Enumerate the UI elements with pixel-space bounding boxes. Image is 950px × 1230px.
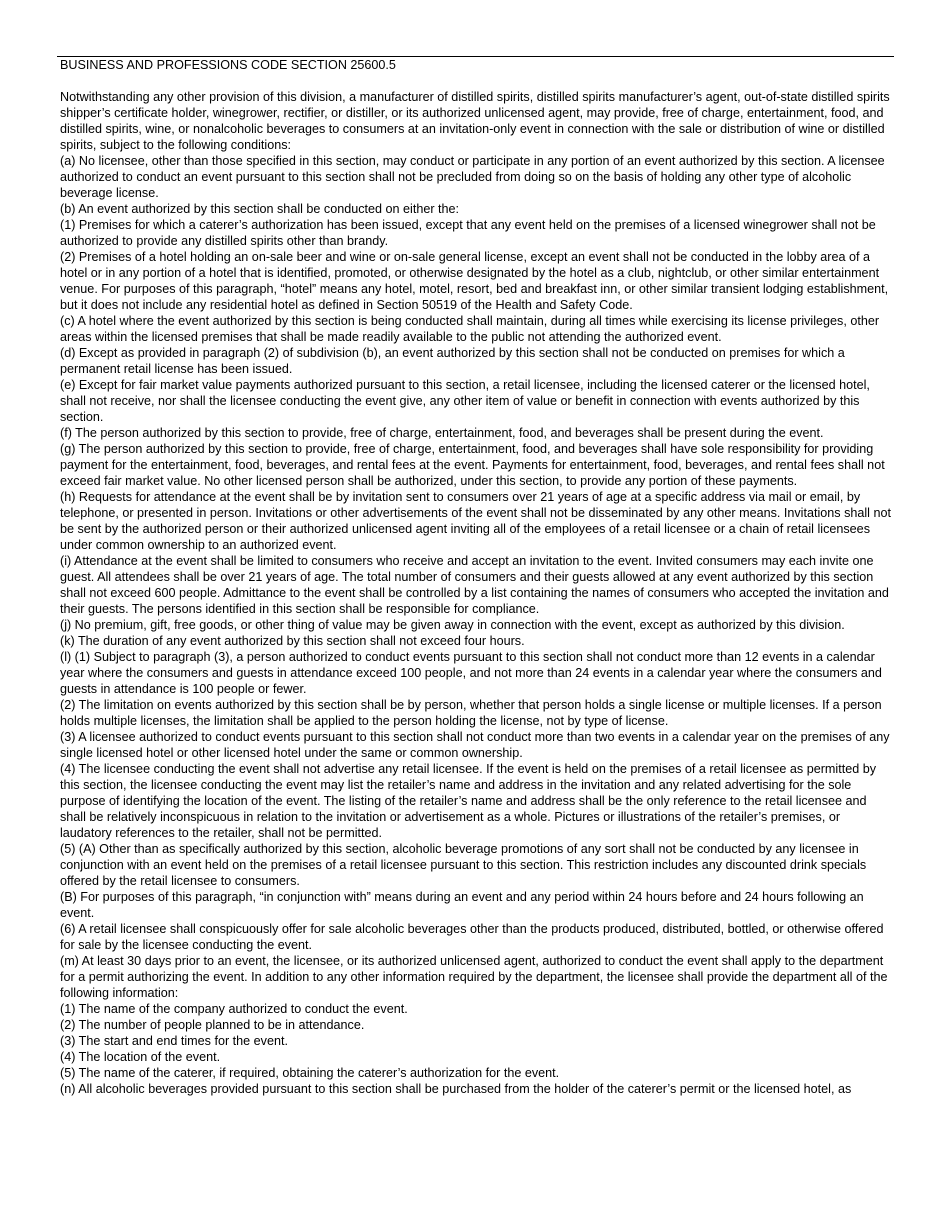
section-heading: BUSINESS AND PROFESSIONS CODE SECTION 25600.5 bbox=[60, 58, 396, 72]
section-paragraph: (2) The number of people planned to be in attendance. bbox=[60, 1018, 365, 1032]
section-paragraph: (k) The duration of any event authorized by this section shall not exceed four hours. bbox=[60, 634, 525, 648]
section-paragraph: (b) An event authorized by this section shall be conducted on either the: bbox=[60, 202, 460, 216]
section-paragraph: (4) The location of the event. bbox=[60, 1050, 221, 1064]
section-paragraph: (B) For purposes of this paragraph, “in conjunction with” means during an event and any period within 24 hours before and 24 hours following an event. bbox=[60, 890, 864, 920]
section-paragraph: (4) The licensee conducting the event shall not advertise any retail licensee. If the event is held on the premises of a retail licensee as permitted by this section, the licensee conducting the event may list the retailer’s name and address in the invitation and any related advertising for the sole purpose of identifying the location of the event. The listing of the retailer’s name and address shall be the only reference to the retail licensee and shall be relatively inconspicuous in relation to the invitation or advertisement as a whole. Pictures or illustrations of the retailer’s premises, or laudatory references to the retailer, shall not be permitted. bbox=[60, 762, 877, 840]
section-paragraph: (a) No licensee, other than those specified in this section, may conduct or participate in any portion of an event authorized by this section. A licensee authorized to conduct an event pursuant to this section shall not be precluded from doing so on the basis of holding any other type of alcoholic beverage license. bbox=[60, 154, 885, 200]
section-paragraph: (j) No premium, gift, free goods, or other thing of value may be given away in connection with the event, except as authorized by this division. bbox=[60, 618, 845, 632]
section-paragraph: (d) Except as provided in paragraph (2) of subdivision (b), an event authorized by this section shall not be conducted on premises for which a permanent retail license has been issued. bbox=[60, 346, 845, 376]
section-paragraph: (5) (A) Other than as specifically authorized by this section, alcoholic beverage promotions of any sort shall not be conducted by any licensee in conjunction with an event held on the premises of a retail licensee pursuant to this section. This restriction includes any discounted drink specials offered by the retail licensee to consumers. bbox=[60, 842, 867, 888]
section-paragraph: (2) The limitation on events authorized by this section shall be by person, whether that person holds a single license or multiple licenses. If a person holds multiple licenses, the limitation shall be applied to the person holding the license, not by type of license. bbox=[60, 698, 882, 728]
section-paragraph: (3) A licensee authorized to conduct events pursuant to this section shall not conduct more than two events in a calendar year on the premises of any single licensed hotel or other licensed hotel under the same or common ownership. bbox=[60, 730, 890, 760]
section-paragraph: (e) Except for fair market value payments authorized pursuant to this section, a retail licensee, including the licensed caterer or the licensed hotel, shall not receive, nor shall the licensee conducting the event give, any other item of value or benefit in connection with events authorized by this section. bbox=[60, 378, 870, 424]
section-paragraph: (h) Requests for attendance at the event shall be by invitation sent to consumers over 21 years of age at a specific address via mail or email, by telephone, or presented in person. Invitations or other advertisements of the event shall not be disseminated by any other means. Invitations shall not be sent by the authorized person or their authorized unlicensed agent inviting all of the employees of a retail licensee or a chain of retail licensees under common ownership to an authorized event. bbox=[60, 490, 891, 552]
section-paragraph: (g) The person authorized by this section to provide, free of charge, entertainment, food, and beverages shall have sole responsibility for providing payment for the entertainment, food, beverages, and rental fees at the event. Payments for entertainment, food, beverages, and rental fees shall not exceed fair market value. No other licensed person shall be authorized, under this section, to provide any portion of these payments. bbox=[60, 442, 885, 488]
section-paragraph: (2) Premises of a hotel holding an on-sale beer and wine or on-sale general license, except an event shall not be conducted in the lobby area of a hotel or in any portion of a hotel that is identified, promoted, or otherwise designated by the hotel as a club, nightclub, or other similar entertainment venue. For purposes of this paragraph, “hotel” means any hotel, motel, resort, bed and breakfast inn, or other similar transient lodging establishment, but it does not include any residential hotel as defined in Section 50519 of the Health and Safety Code. bbox=[60, 250, 889, 312]
section-paragraph: (i) Attendance at the event shall be limited to consumers who receive and accept an invitation to the event. Invited consumers may each invite one guest. All attendees shall be over 21 years of age. The total number of consumers and their guests allowed at any event authorized by this section shall not exceed 600 people. Admittance to the event shall be controlled by a list containing the names of consumers who accepted the invitation and their guests. The persons identified in this section shall be responsible for compliance. bbox=[60, 554, 889, 616]
section-body bbox=[60, 89, 894, 1097]
section-paragraph: (c) A hotel where the event authorized by this section is being conducted shall maintain, during all times while exercising its license privileges, other areas within the licensed premises that shall be made readily available to the public not attending the authorized event. bbox=[60, 314, 880, 344]
section-paragraph: (f) The person authorized by this section to provide, free of charge, entertainment, food, and beverages shall be present during the event. bbox=[60, 426, 824, 440]
section-paragraph: (n) All alcoholic beverages provided pursuant to this section shall be purchased from the holder of the caterer’s permit or the licensed hotel, as bbox=[60, 1082, 852, 1096]
section-paragraph: (1) Premises for which a caterer’s authorization has been issued, except that any event held on the premises of a licensed winegrower shall not be authorized to provide any distilled spirits other than brandy. bbox=[60, 218, 876, 248]
section-paragraph: (l) (1) Subject to paragraph (3), a person authorized to conduct events pursuant to this section shall not conduct more than 12 events in a calendar year where the consumers and guests in attendance exceed 100 people, and not more than 24 events in a calendar year where the consumers and guests in attendance is 100 people or fewer. bbox=[60, 650, 882, 696]
section-paragraph: Notwithstanding any other provision of this division, a manufacturer of distilled spirits, distilled spirits manufacturer’s agent, out-of-state distilled spirits shipper’s certificate holder, winegrower, rectifier, or distiller, or its authorized unlicensed agent, may provide, free of charge, entertainment, food, and distilled spirits, wine, or nonalcoholic beverages to consumers at an invitation-only event in connection with the sale or distribution of wine or distilled spirits, subject to the following conditions: bbox=[60, 90, 890, 152]
section-paragraph: (5) The name of the caterer, if required, obtaining the caterer’s authorization for the event. bbox=[60, 1066, 560, 1080]
section-paragraph: (m) At least 30 days prior to an event, the licensee, or its authorized unlicensed agent, authorized to conduct the event shall apply to the department for a permit authorizing the event. In addition to any other information required by the department, the licensee shall provide the department all of the following information: bbox=[60, 954, 888, 1000]
section-paragraph: (1) The name of the company authorized to conduct the event. bbox=[60, 1002, 408, 1016]
section-paragraph: (3) The start and end times for the event. bbox=[60, 1034, 288, 1048]
section-paragraph: (6) A retail licensee shall conspicuously offer for sale alcoholic beverages other than the products produced, distributed, bottled, or otherwise offered for sale by the licensee conducting the event. bbox=[60, 922, 884, 952]
